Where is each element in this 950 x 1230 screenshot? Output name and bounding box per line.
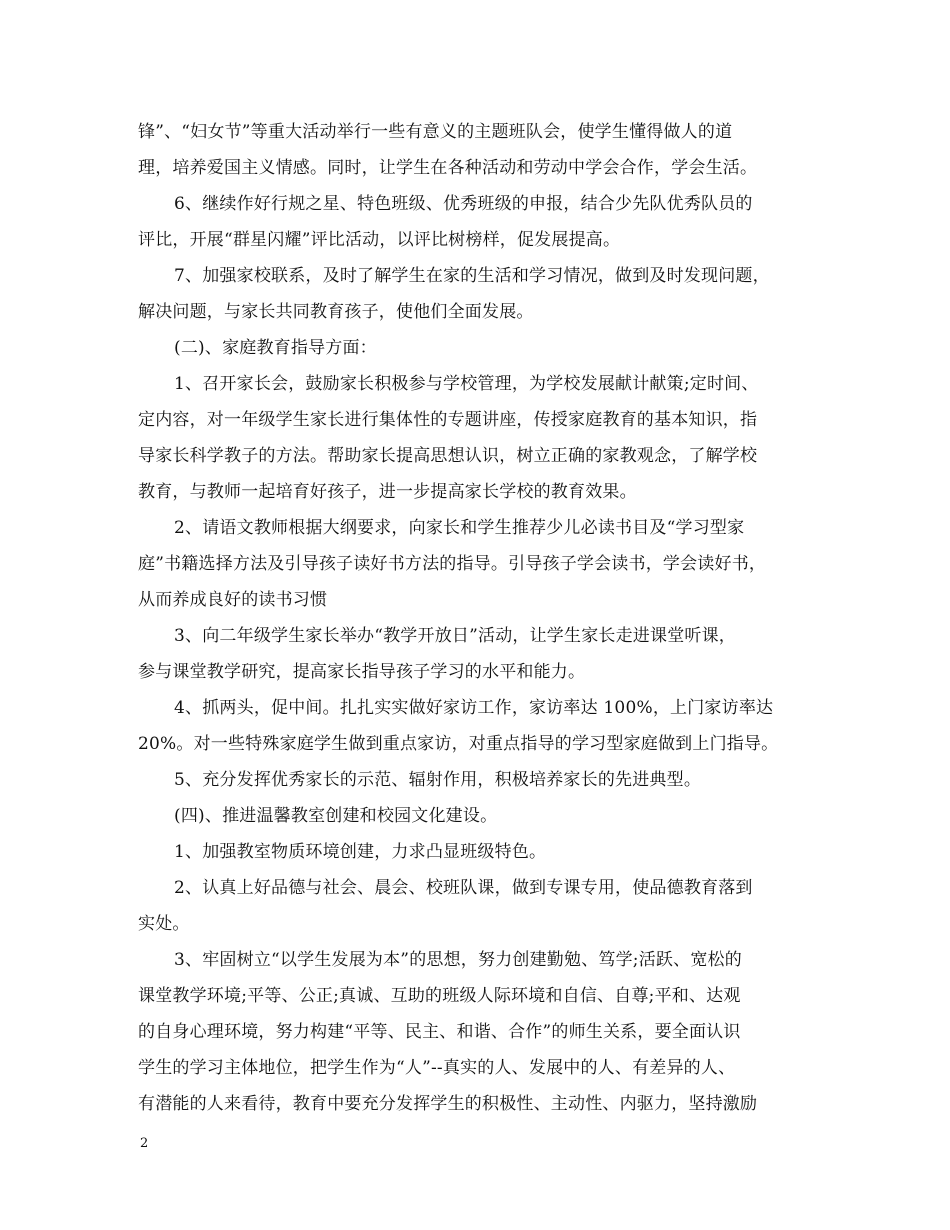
text-line: 3、向二年级学生家长举办“教学开放日”活动，让学生家长走进课堂听课， [174, 626, 736, 646]
text-line: 4、抓两头，促中间。扎扎实实做好家访工作，家访率达 100%，上门家访率达 [174, 698, 774, 718]
text-line: 的自身心理环境，努力构建“平等、民主、和谐、合作”的师生关系，要全面认识 [138, 1022, 741, 1042]
page-number: 2 [140, 1136, 149, 1151]
text-line: 学生的学习主体地位，把学生作为“人”--真实的人、发展中的人、有差异的人、 [138, 1058, 736, 1078]
text-line: 从而养成良好的读书习惯 [138, 590, 328, 610]
text-line: 3、牢固树立“以学生发展为本”的思想，努力创建勤勉、笃学;活跃、宽松的 [174, 950, 742, 970]
document-body [138, 114, 818, 1122]
text-line: (二)、家庭教育指导方面： [174, 338, 377, 358]
text-line: 2、认真上好品德与社会、晨会、校班队课，做到专课专用，使品德教育落到 [174, 878, 753, 898]
text-line: 参与课堂教学研究，提高家长指导孩子学习的水平和能力。 [138, 662, 586, 682]
text-line: 20%。对一些特殊家庭学生做到重点家访，对重点指导的学习型家庭做到上门指导。 [138, 734, 779, 754]
text-line: 庭”书籍选择方法及引导孩子读好书方法的指导。引导孩子学会读书，学会读好书， [138, 554, 767, 574]
text-line: 6、继续作好行规之星、特色班级、优秀班级的申报，结合少先队优秀队员的 [174, 194, 753, 214]
text-line: 7、加强家校联系，及时了解学生在家的生活和学习情况，做到及时发现问题， [174, 266, 770, 286]
text-line: 评比，开展“群星闪耀”评比活动，以评比树榜样，促发展提高。 [138, 230, 621, 250]
text-line: 1、加强教室物质环境创建，力求凸显班级特色。 [174, 842, 547, 862]
text-line: 有潜能的人来看待，教育中要充分发挥学生的积极性、主动性、内驱力，坚持激励 [138, 1094, 758, 1114]
text-line: 2、请语文教师根据大纲要求，向家长和学生推荐少儿必读书目及“学习型家 [174, 518, 745, 538]
text-line: 导家长科学教子的方法。帮助家长提高思想认识，树立正确的家教观念，了解学校 [138, 446, 758, 466]
text-line: 1、召开家长会，鼓励家长积极参与学校管理，为学校发展献计献策;定时间、 [174, 374, 759, 394]
text-line: 锋”、“妇女节”等重大活动举行一些有意义的主题班队会，使学生懂得做人的道 [138, 122, 733, 142]
text-line: 课堂教学环境;平等、公正;真诚、互助的班级人际环境和自信、自尊;平和、达观 [138, 986, 741, 1006]
text-line: 5、充分发挥优秀家长的示范、辐射作用，积极培养家长的先进典型。 [174, 770, 702, 790]
text-line: 实处。 [138, 914, 190, 934]
text-line: 解决问题，与家长共同教育孩子，使他们全面发展。 [138, 302, 534, 322]
text-line: 理，培养爱国主义情感。同时，让学生在各种活动和劳动中学会合作，学会生活。 [138, 158, 758, 178]
text-line: (四)、推进温馨教室创建和校园文化建设。 [174, 806, 498, 826]
text-line: 定内容，对一年级学生家长进行集体性的专题讲座，传授家庭教育的基本知识，指 [138, 410, 758, 430]
text-line: 教育，与教师一起培育好孩子，进一步提高家长学校的教育效果。 [138, 482, 637, 502]
